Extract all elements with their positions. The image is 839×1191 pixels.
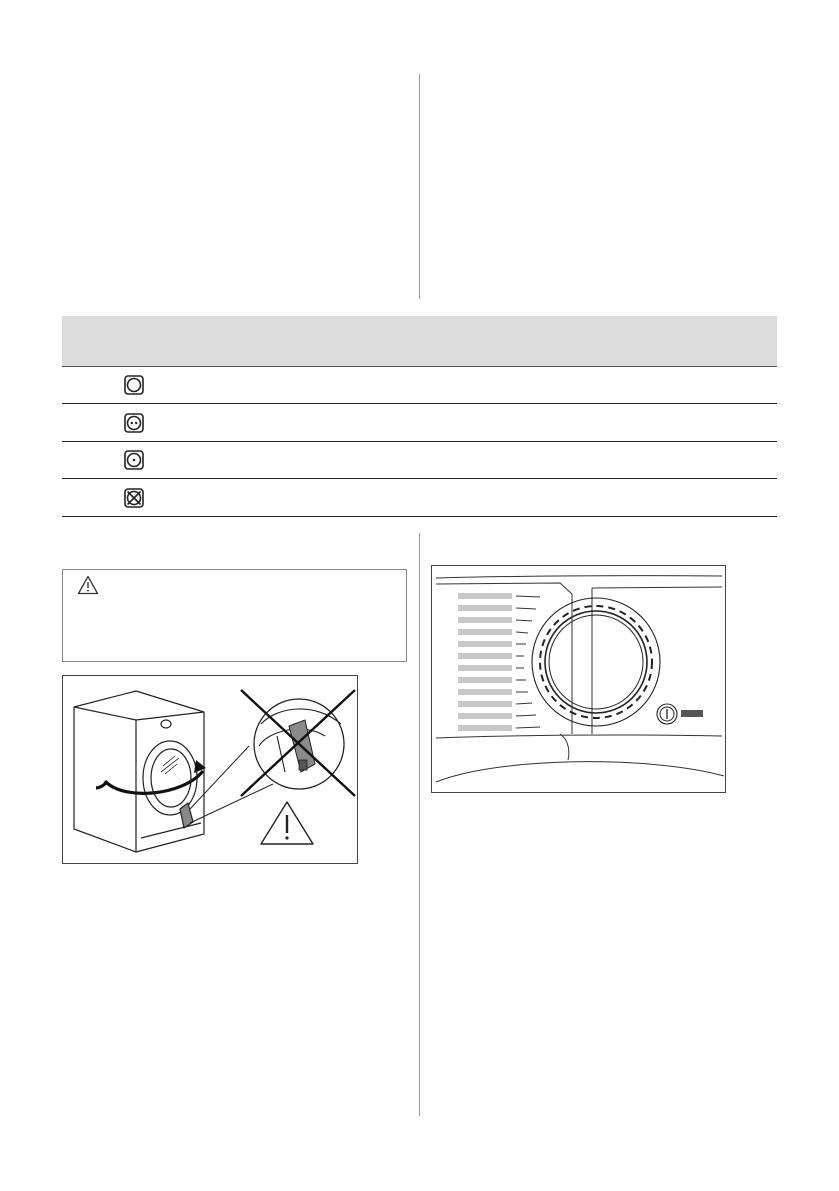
table-row [62, 441, 777, 479]
warning-triangle-icon [77, 575, 99, 595]
column-divider-top [419, 74, 420, 299]
square-circle-one-dot-icon [124, 450, 144, 470]
column-divider-bottom [419, 533, 420, 1116]
table-row [62, 366, 777, 404]
program-dial-icon [532, 598, 660, 726]
table-header [62, 316, 777, 367]
square-circle-icon [124, 375, 144, 395]
table-row [62, 404, 777, 442]
table-row [62, 479, 777, 517]
warning-triangle-icon [261, 802, 313, 844]
panel-figure [431, 565, 726, 793]
square-crossed-circle-icon [124, 488, 144, 508]
door-figure [62, 675, 358, 864]
dryer-door-illustration [63, 676, 357, 863]
warning-box [62, 569, 407, 662]
power-button-icon [657, 704, 703, 724]
square-circle-two-dots-icon [124, 413, 144, 433]
control-panel-illustration [432, 566, 725, 792]
